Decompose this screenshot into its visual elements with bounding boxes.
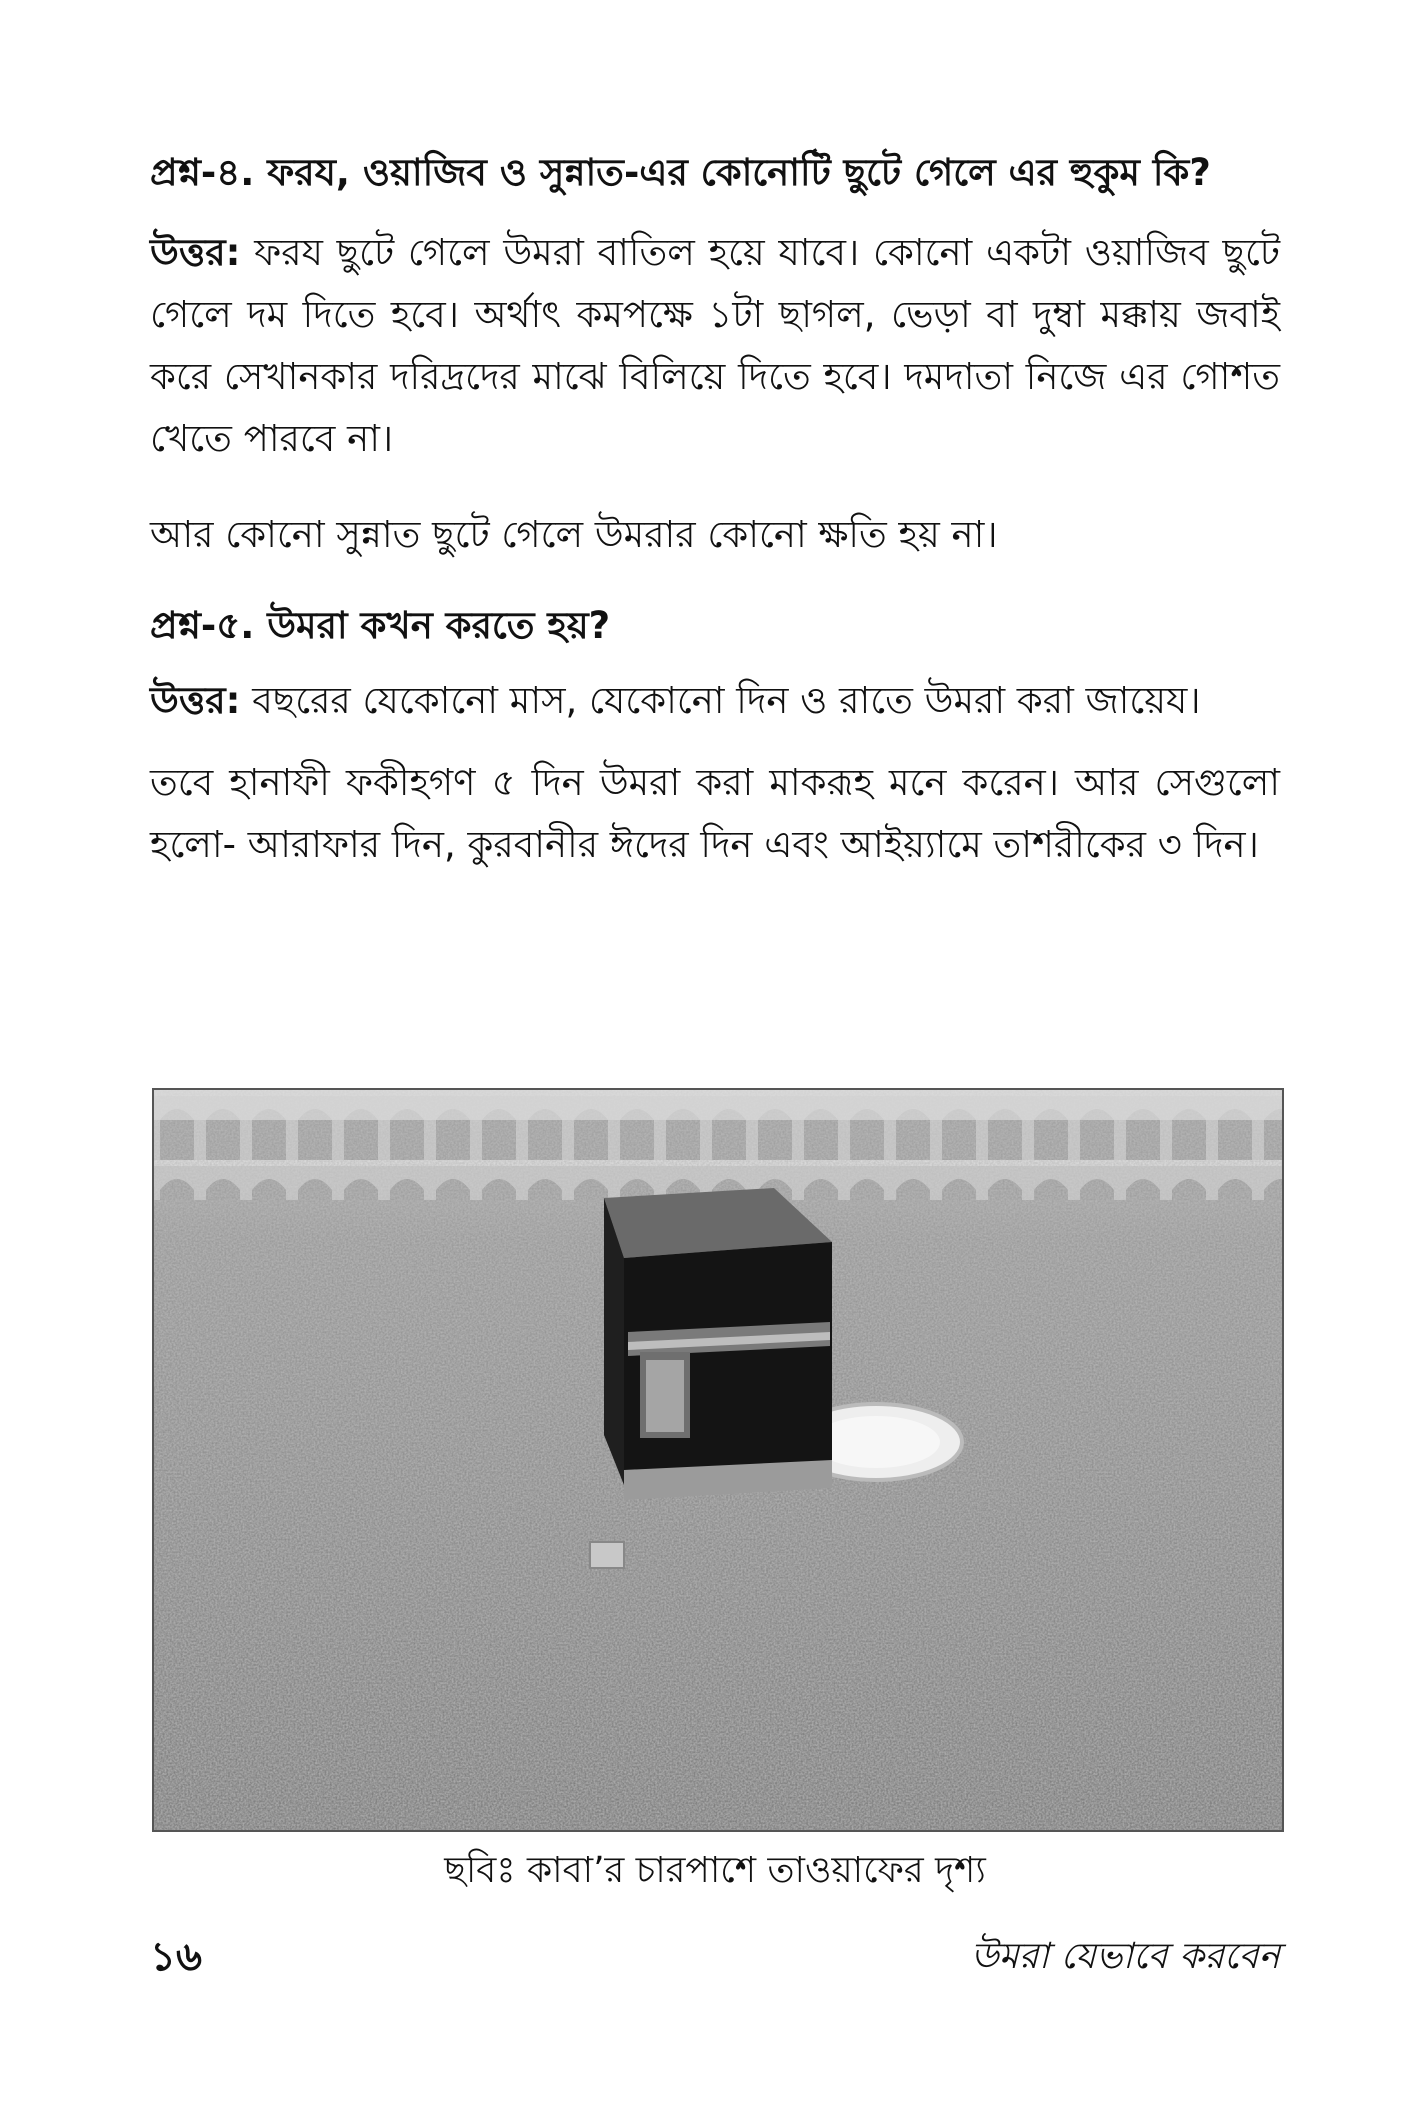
kaaba <box>604 1188 832 1500</box>
running-footer-title: উমরা যেভাবে করবেন <box>970 1936 1280 1977</box>
answer-4-text: ফরয ছুটে গেলে উমরা বাতিল হয়ে যাবে। কোনো একটা ওয়াজিব ছুটে গেলে দম দিতে হবে। অর্থাৎ কমপক্ষে ১টা ছাগল, ভেড়া বা দুম্বা মক্কায় জবাই করে সেখানকার দরিদ্রদের মাঝে বিলিয়ে দিতে হবে। দমদাতা নিজে এর গোশত খেতে পারবে না। <box>150 231 1280 460</box>
answer-5-continued: তবে হানাফী ফকীহগণ ৫ দিন উমরা করা মাকরূহ মনে করেন। আর সেগুলো হলো- আরাফার দিন, কুরবানীর ঈদের দিন এবং আইয়্যামে তাশরীকের ৩ দিন। <box>150 761 1280 866</box>
answer-5-label: উত্তর: <box>150 679 241 722</box>
kaaba-tawaf-photo <box>152 1088 1284 1832</box>
answer-5 <box>150 670 1280 732</box>
answer-4-continued: আর কোনো সুন্নাত ছুটে গেলে উমরার কোনো ক্ষতি হয় না। <box>150 513 998 556</box>
answer-4-label: উত্তর: <box>150 231 241 274</box>
figure-caption: ছবিঃ কাবা’র চারপাশে তাওয়াফের দৃশ্য <box>444 1850 986 1891</box>
page-number: ১৬ <box>150 1934 202 1980</box>
question-5: প্রশ্ন-৫. উমরা কখন করতে হয়? <box>150 604 611 647</box>
answer-5-text: বছরের যেকোনো মাস, যেকোনো দিন ও রাতে উমরা করা জায়েয। <box>240 679 1201 722</box>
maqam-ibrahim <box>590 1542 624 1568</box>
question-4: প্রশ্ন-৪. ফরয, ওয়াজিব ও সুন্নাত-এর কোনোটি ছুটে গেলে এর হুকুম কি? <box>150 151 1211 194</box>
answer-4 <box>150 222 1280 470</box>
